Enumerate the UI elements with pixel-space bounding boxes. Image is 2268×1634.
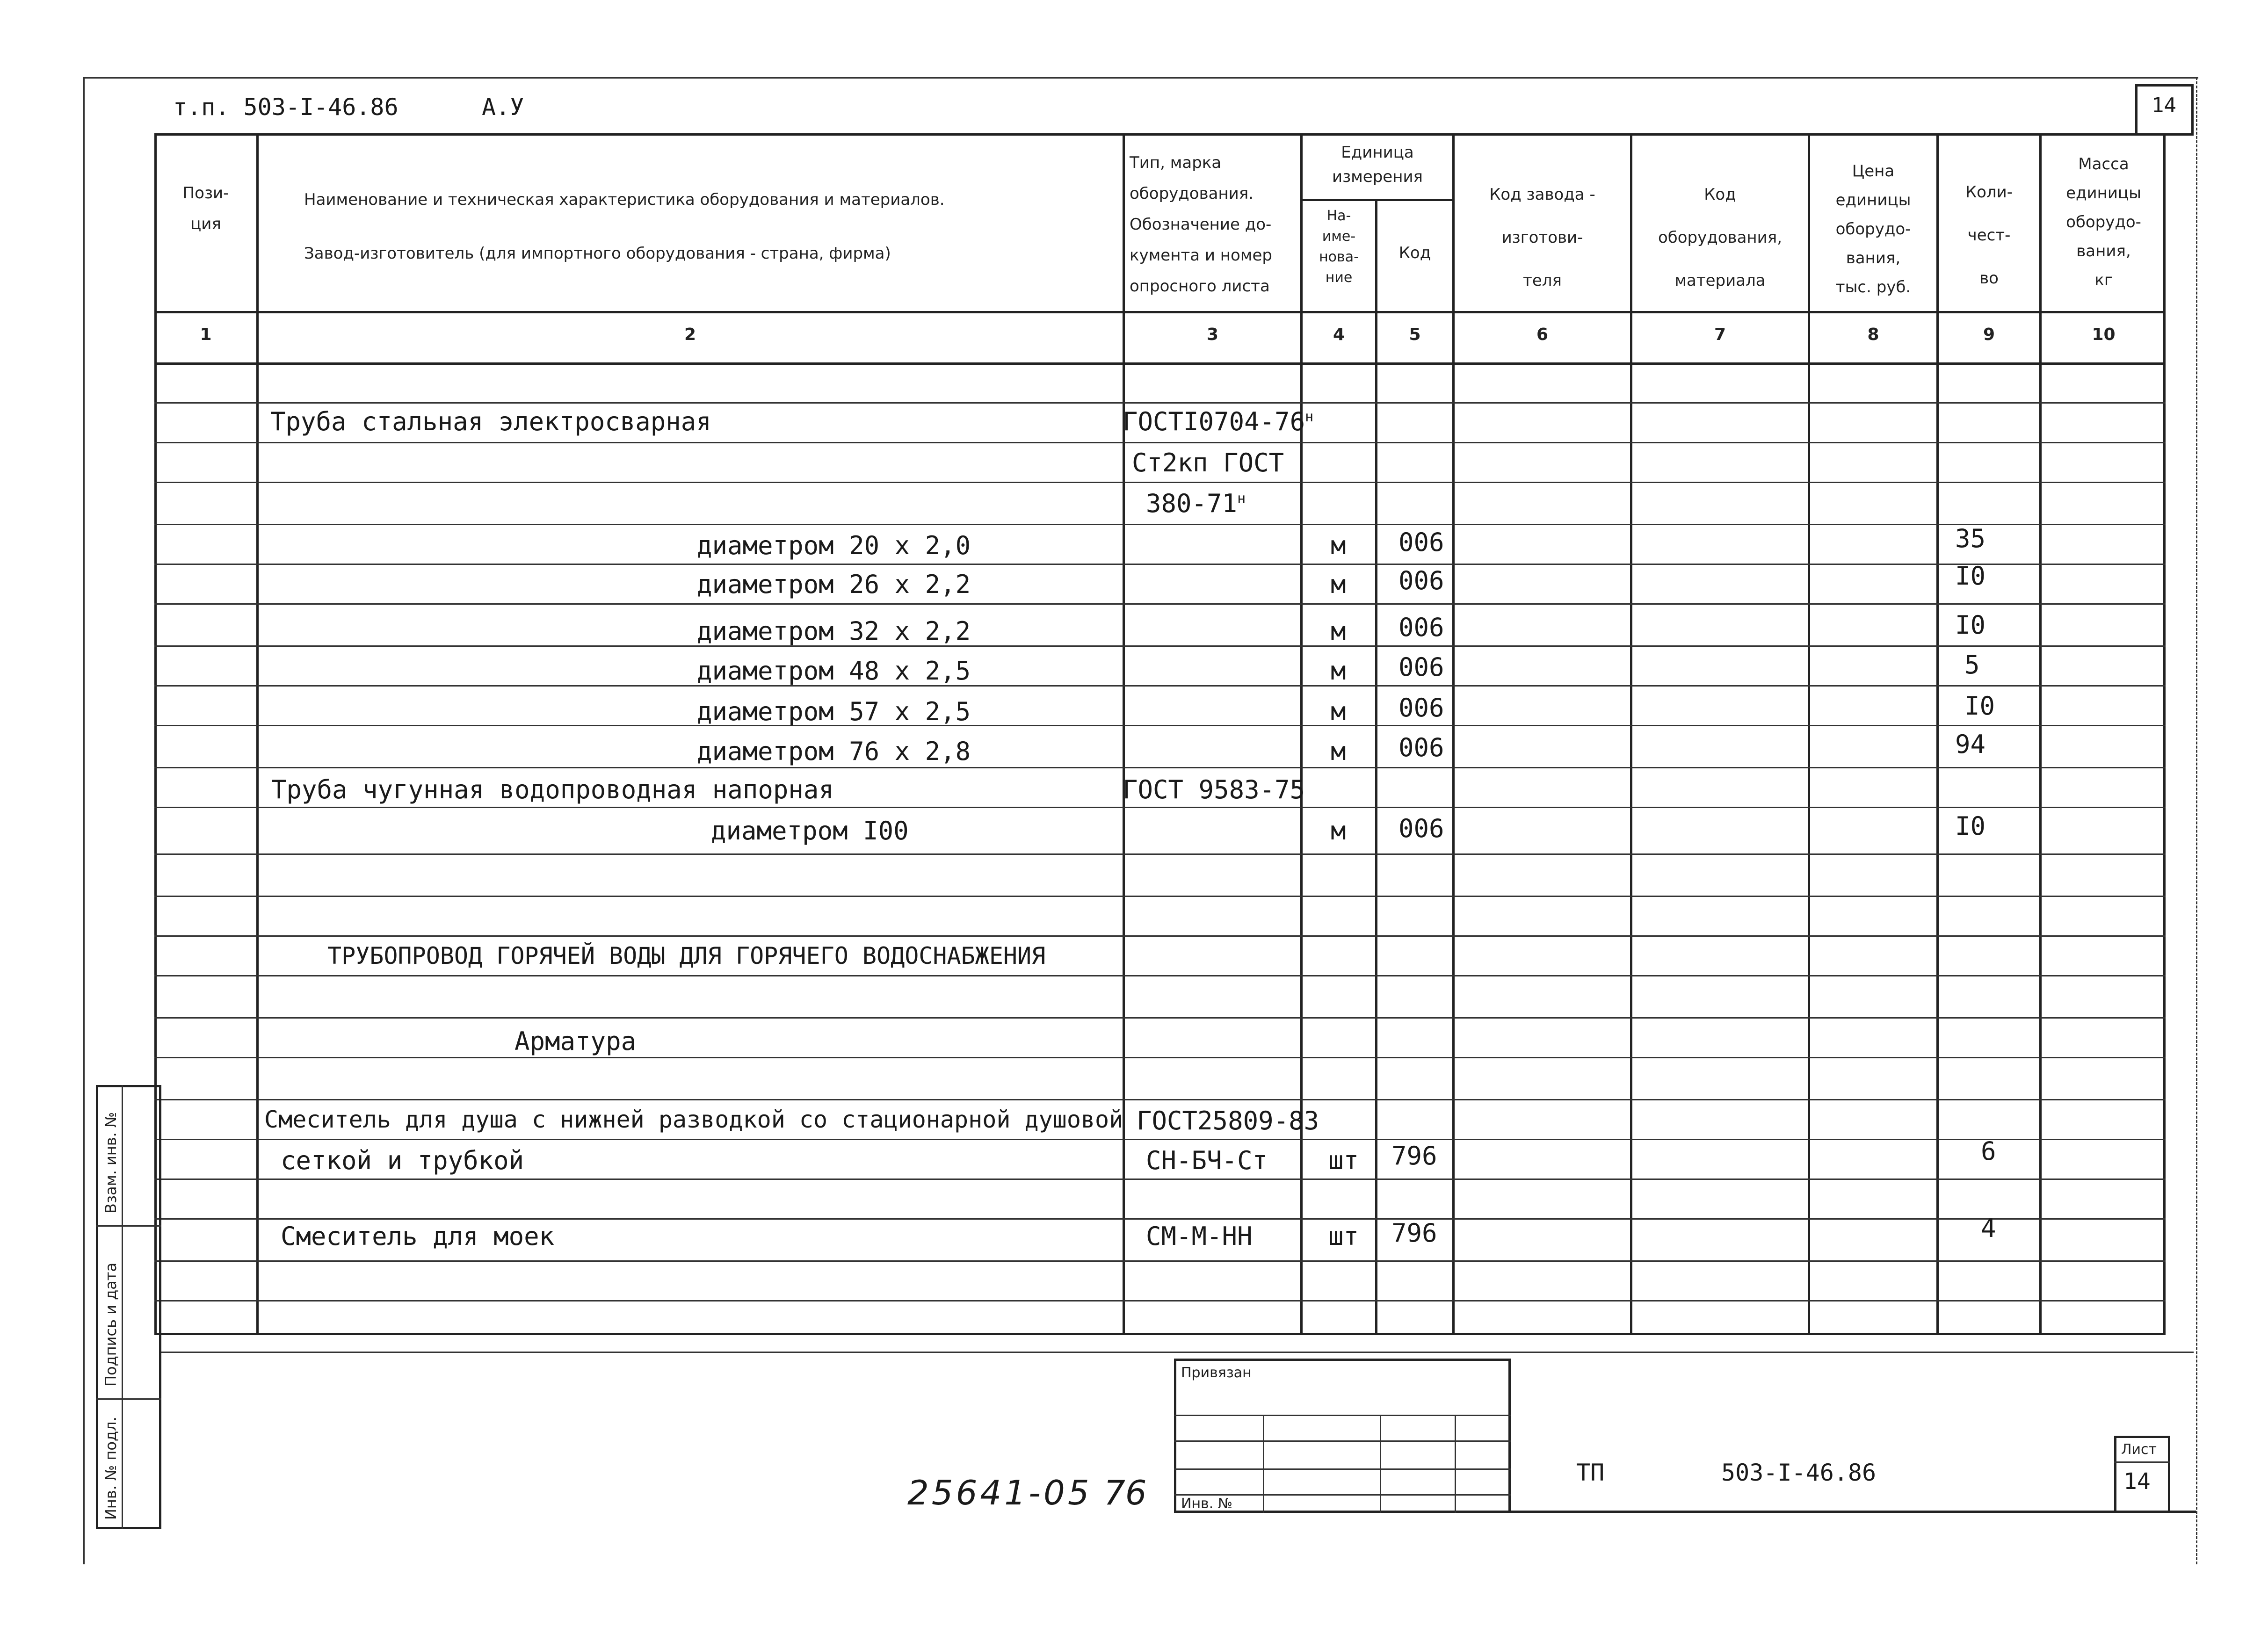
attach-divider <box>1455 1415 1456 1513</box>
outer-left-line <box>83 77 85 1564</box>
row-line <box>154 725 2166 726</box>
row-name: диаметром I00 <box>711 816 909 846</box>
row-name: диаметром 20 х 2,0 <box>697 531 971 560</box>
row-name: диаметром 76 х 2,8 <box>697 737 971 766</box>
row-line <box>154 1218 2166 1220</box>
attach-divider <box>1380 1415 1381 1513</box>
col-line-8 <box>1936 133 1939 1335</box>
row-code: 796 <box>1391 1218 1437 1248</box>
side-label-signature: Подпись и дата <box>102 1262 120 1387</box>
page-corner-number: 14 <box>2152 94 2176 117</box>
archive-number: 25641-05 <box>907 1473 1092 1512</box>
row-doc: ГОСТ 9583-75 <box>1123 775 1305 804</box>
row-line <box>154 524 2166 525</box>
side-stamp-divider <box>122 1085 123 1529</box>
row-line <box>154 1057 2166 1058</box>
col-line-1 <box>256 133 259 1335</box>
row-qty: 35 <box>1955 524 1986 553</box>
row-line <box>154 1017 2166 1019</box>
attach-line <box>1174 1415 1511 1416</box>
row-code: 006 <box>1398 613 1444 642</box>
colnum-5: 5 <box>1409 325 1421 344</box>
header-name: Наименование и техническая характеристика оборудования и материалов. Завод-изготовитель (для импортного оборудования - страна, фирма) <box>304 190 945 263</box>
subsection-title: Арматура <box>514 1027 637 1056</box>
row-qty: I0 <box>1964 691 1995 721</box>
row-line <box>154 853 2166 855</box>
row-name: Смеситель для моек <box>281 1222 555 1251</box>
row-name: Смеситель для душа с нижней разводкой со стационарной душовой <box>264 1106 1123 1133</box>
col-line-9 <box>2039 133 2042 1335</box>
row-line <box>154 564 2166 565</box>
colnum-3: 3 <box>1206 325 1219 344</box>
header-position: Пози- ция <box>182 184 229 233</box>
colnum-6: 6 <box>1536 325 1549 344</box>
inv-label: Инв. № <box>1181 1496 1233 1512</box>
attach-line <box>1174 1440 1511 1442</box>
side-label-vzam: Взам. инв. № <box>102 1112 120 1214</box>
attach-line <box>1174 1468 1511 1470</box>
colnum-2: 2 <box>684 325 696 344</box>
row-doc: Ст2кп ГОСТ <box>1132 448 1284 477</box>
header-bottom-line <box>154 311 2166 313</box>
row-line <box>154 807 2166 808</box>
header-equipment-code: Код оборудования, материала <box>1658 185 1783 290</box>
colnum-10: 10 <box>2092 325 2116 344</box>
header-type: Тип, марка оборудования. Обозначение до- кумента и номер опросного листа <box>1130 153 1272 296</box>
sheet-number: 14 <box>2123 1468 2151 1495</box>
album-label: А.У <box>482 94 524 121</box>
row-unit: м <box>1331 570 1346 599</box>
row-qty: I0 <box>1955 561 1986 591</box>
row-line <box>154 402 2166 404</box>
row-line <box>154 1260 2166 1262</box>
row-doc-superscript: н <box>1305 409 1314 425</box>
row-unit: шт <box>1328 1222 1359 1251</box>
row-name: Труба стальная электросварная <box>270 407 711 436</box>
col-line-2 <box>1123 133 1125 1335</box>
row-line <box>154 896 2166 897</box>
stamp-code: 503-I-46.86 <box>1721 1459 1877 1486</box>
outer-top-line <box>83 77 2198 79</box>
row-qty: 6 <box>1981 1136 1996 1166</box>
row-name: сеткой и трубкой <box>281 1146 524 1175</box>
row-line <box>154 685 2166 687</box>
header-price: Цена единицы оборудо- вания, тыс. руб. <box>1835 162 1911 296</box>
colnum-7: 7 <box>1714 325 1726 344</box>
outer-right-line <box>2196 77 2197 1564</box>
colnum-8: 8 <box>1867 325 1879 344</box>
row-name: диаметром 57 х 2,5 <box>697 697 971 726</box>
row-qty: 4 <box>1981 1214 1996 1243</box>
row-unit: м <box>1331 616 1346 646</box>
header-unit-name: На- име- нова- ние <box>1319 208 1359 286</box>
header-manufacturer-code: Код завода - изготови- теля <box>1489 185 1595 290</box>
attach-label: Привязан <box>1181 1365 1252 1381</box>
row-line <box>154 975 2166 976</box>
archive-number-suffix: 76 <box>1104 1473 1147 1512</box>
row-doc: ГОСТ25809-83 <box>1137 1106 1319 1135</box>
row-unit: м <box>1331 697 1346 726</box>
title-block-bottom <box>1511 1511 2196 1513</box>
row-line <box>154 1139 2166 1140</box>
bottom-line <box>161 1352 2194 1353</box>
row-line <box>154 645 2166 647</box>
stamp-code-prefix: ТП <box>1576 1459 1605 1486</box>
attach-stamp <box>1174 1359 1511 1513</box>
row-code: 006 <box>1398 566 1444 595</box>
side-stamp-line <box>96 1398 161 1400</box>
row-unit: м <box>1331 531 1346 560</box>
row-name: Труба чугунная водопроводная напорная <box>271 775 834 804</box>
col-line-6 <box>1630 133 1632 1335</box>
row-code: 006 <box>1398 652 1444 682</box>
row-doc: $380-71^н$ <box>1146 489 1246 518</box>
col-line-7 <box>1808 133 1810 1335</box>
unit-group-line <box>1300 199 1452 201</box>
row-unit: м <box>1331 816 1346 846</box>
header-quantity: Коли- чест- во <box>1965 183 2013 288</box>
row-line <box>154 482 2166 483</box>
row-line <box>154 935 2166 937</box>
row-unit: шт <box>1328 1146 1359 1175</box>
sheet-label: Лист <box>2121 1441 2157 1458</box>
row-doc: СМ-М-НН <box>1146 1222 1253 1251</box>
colnum-1: 1 <box>200 325 212 344</box>
row-code: 796 <box>1391 1141 1437 1171</box>
row-line <box>154 767 2166 768</box>
row-qty: I0 <box>1955 811 1986 841</box>
side-stamp-line <box>96 1225 161 1227</box>
row-name: диаметром 48 х 2,5 <box>697 656 971 686</box>
side-label-inv-orig: Инв. № подл. <box>102 1417 120 1520</box>
row-code: 006 <box>1398 733 1444 762</box>
row-qty: 94 <box>1955 730 1986 759</box>
row-line <box>154 442 2166 443</box>
col-line-3 <box>1300 133 1303 1335</box>
row-name: диаметром 26 х 2,2 <box>697 570 971 599</box>
document-code-top: т.п. 503-I-46.86 <box>173 94 399 121</box>
row-doc: $ГОСТI0704-76^н$ <box>1123 407 1314 436</box>
col-line-5 <box>1452 133 1455 1335</box>
row-line <box>154 1300 2166 1301</box>
row-code: 006 <box>1398 528 1444 557</box>
row-line <box>154 603 2166 605</box>
row-unit: м <box>1331 656 1346 686</box>
header-mass: Масса единицы оборудо- вания, кг <box>2066 155 2141 289</box>
sheet-box-line <box>2114 1461 2170 1463</box>
row-line <box>154 1179 2166 1180</box>
row-unit: м <box>1331 737 1346 766</box>
row-qty: 5 <box>1964 650 1980 680</box>
row-line <box>154 1099 2166 1100</box>
header-unit-group: Единица измерения <box>1332 143 1423 186</box>
attach-divider <box>1263 1415 1264 1513</box>
row-code: 006 <box>1398 814 1444 843</box>
colnum-bottom-line <box>154 362 2166 365</box>
row-doc-superscript: н <box>1237 491 1246 507</box>
section-title: ТРУБОПРОВОД ГОРЯЧЕЙ ВОДЫ ДЛЯ ГОРЯЧЕГО ВОДОСНАБЖЕНИЯ <box>327 942 1046 969</box>
colnum-4: 4 <box>1333 325 1345 344</box>
row-doc: СН-БЧ-Ст <box>1146 1146 1268 1175</box>
colnum-9: 9 <box>1983 325 1995 344</box>
row-code: 006 <box>1398 693 1444 723</box>
header-unit-code: Код <box>1398 244 1431 262</box>
row-name: диаметром 32 х 2,2 <box>697 616 971 646</box>
row-qty: I0 <box>1955 610 1986 640</box>
